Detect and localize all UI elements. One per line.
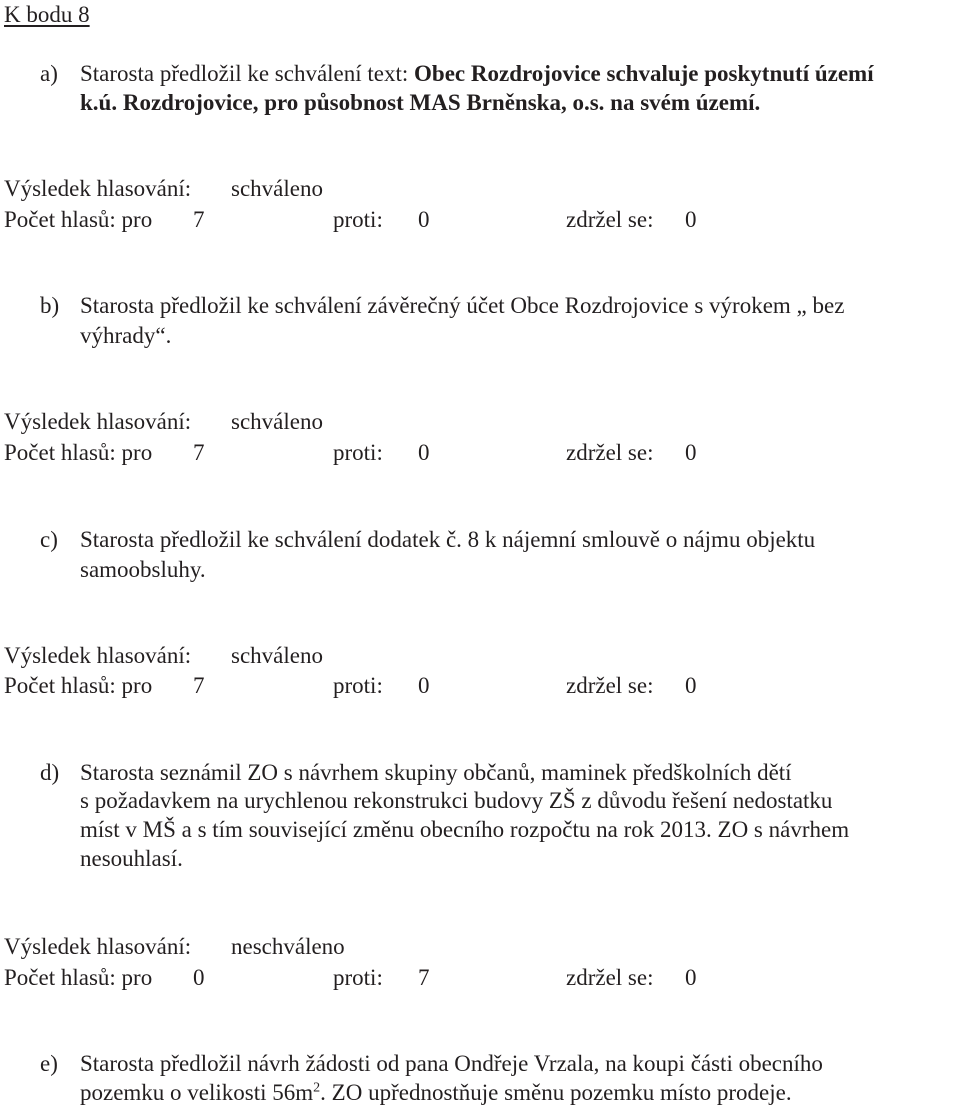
item-letter: b) xyxy=(40,293,60,318)
superscript: 2 xyxy=(313,1080,321,1096)
result-value: schváleno xyxy=(231,409,323,434)
item-text-line: s požadavkem na urychlenou rekonstrukci budovy ZŠ z důvodu řešení nedostatku xyxy=(80,788,833,813)
votes-abstain-label: zdržel se: xyxy=(566,965,654,990)
votes-pro-label: Počet hlasů: pro xyxy=(4,440,153,465)
section-heading: K bodu 8 xyxy=(4,2,90,27)
votes-against-value: 0 xyxy=(418,207,430,232)
item-text-line: Starosta předložil ke schválení závěrečný účet Obce Rozdrojovice s výrokem „ bez xyxy=(80,293,845,318)
item-text-line: samoobsluhy. xyxy=(80,557,206,582)
votes-abstain-label: zdržel se: xyxy=(566,673,654,698)
votes-pro-value: 7 xyxy=(193,673,205,698)
item-letter: d) xyxy=(40,760,60,785)
item-text-line: k.ú. Rozdrojovice, pro působnost MAS Brněnska, o.s. na svém území. xyxy=(80,90,761,115)
item-text-line: výhrady“. xyxy=(80,323,172,348)
result-label: Výsledek hlasování: xyxy=(4,409,192,434)
votes-against-label: proti: xyxy=(333,673,383,698)
votes-pro-value: 0 xyxy=(193,965,205,990)
votes-abstain-value: 0 xyxy=(685,673,697,698)
item-text-line: Starosta předložil návrh žádosti od pana Ondřeje Vrzala, na koupi části obecního xyxy=(80,1051,823,1076)
result-label: Výsledek hlasování: xyxy=(4,176,192,201)
votes-abstain-value: 0 xyxy=(685,965,697,990)
votes-pro-label: Počet hlasů: pro xyxy=(4,673,153,698)
votes-against-value: 0 xyxy=(418,673,430,698)
votes-against-label: proti: xyxy=(333,207,383,232)
item-text-line: nesouhlasí. xyxy=(80,846,183,871)
item-text-line: Starosta seznámil ZO s návrhem skupiny občanů, maminek předškolních dětí xyxy=(80,760,792,785)
result-label: Výsledek hlasování: xyxy=(4,643,192,668)
votes-abstain-label: zdržel se: xyxy=(566,207,654,232)
votes-pro-label: Počet hlasů: pro xyxy=(4,965,153,990)
votes-against-value: 7 xyxy=(418,965,430,990)
item-text-line: Starosta předložil ke schválení dodatek č. 8 k nájemní smlouvě o nájmu objektu xyxy=(80,527,816,552)
votes-against-label: proti: xyxy=(333,965,383,990)
item-letter: a) xyxy=(40,61,58,86)
votes-pro-label: Počet hlasů: pro xyxy=(4,207,153,232)
item-text-line: Starosta předložil ke schválení text: Obec Rozdrojovice schvaluje poskytnutí území xyxy=(80,61,874,86)
result-value: schváleno xyxy=(231,643,323,668)
result-value: schváleno xyxy=(231,176,323,201)
result-value: neschváleno xyxy=(231,934,345,959)
item-letter: e) xyxy=(40,1051,58,1076)
votes-against-value: 0 xyxy=(418,440,430,465)
votes-against-label: proti: xyxy=(333,440,383,465)
votes-abstain-value: 0 xyxy=(685,440,697,465)
item-letter: c) xyxy=(40,527,58,552)
votes-abstain-label: zdržel se: xyxy=(566,440,654,465)
votes-pro-value: 7 xyxy=(193,207,205,232)
votes-pro-value: 7 xyxy=(193,440,205,465)
item-text-line: míst v MŠ a s tím související změnu obecního rozpočtu na rok 2013. ZO s návrhem xyxy=(80,817,850,842)
votes-abstain-value: 0 xyxy=(685,207,697,232)
item-text-line: pozemku o velikosti $56m^2$. ZO upřednostňuje směnu pozemku místo prodeje. xyxy=(80,1080,792,1105)
result-label: Výsledek hlasování: xyxy=(4,934,192,959)
